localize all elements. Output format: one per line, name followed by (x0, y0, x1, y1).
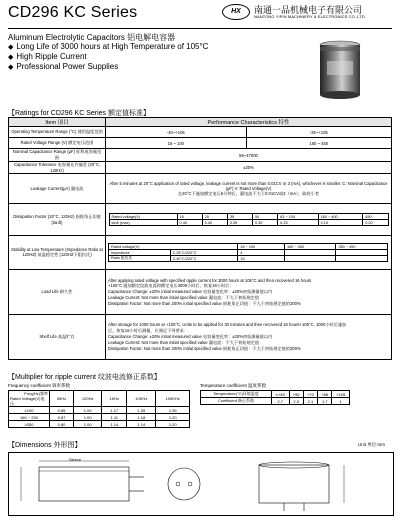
freq-cell: 1.35 (127, 407, 156, 414)
low-temp-cell: Ratio 阻抗比 (109, 256, 171, 262)
freq-cell: 0.80 (50, 421, 74, 428)
temp-cell: 2.7 (272, 398, 290, 405)
freq-cell: 1.20 (156, 421, 190, 428)
freq-cell: 1.14 (127, 421, 156, 428)
temp-head: ≤+45 (272, 391, 290, 398)
freq-cell: 1.14 (102, 421, 127, 428)
feature-item (8, 62, 118, 71)
feature-item (8, 42, 208, 51)
leakage-cell (106, 174, 392, 204)
table-row (9, 421, 190, 428)
row-label: Dissipation Factor (20°C, 120Hz) 损耗角正切值(tanδ) (9, 204, 106, 236)
diamond-bullet-icon: ◆ (8, 64, 14, 71)
freq-head: 100KHz (156, 391, 190, 407)
low-temp-cell (106, 236, 392, 270)
ratings-header-row (9, 118, 392, 127)
table-row (9, 414, 190, 421)
dissipation-head: Rated voltage(V) (109, 214, 177, 220)
corner-freq: Freq(Hz)频率 (24, 391, 48, 396)
cell-value: 56~47000 (106, 149, 392, 162)
low-temp-cell: Z-40°C/Z20°C (170, 256, 238, 262)
dimensions-box (8, 452, 394, 516)
dissipation-value: 0.30 (253, 220, 278, 226)
freq-cell: 1.00 (74, 407, 102, 414)
temperature-table-title: Temperature coefficient 温度系数 (200, 383, 266, 388)
temp-cell: 2.5 (289, 398, 303, 405)
dissipation-head: 160 ~ 400 (318, 214, 363, 220)
row-label: Stability at Low Temperature (Impedance Ratio at 120HZ) 低温稳定性 (120HZ下阻抗比) (9, 236, 106, 270)
item-header: Item 项目 (9, 118, 106, 127)
performance-header: Performance Characteristics 特性 (106, 118, 392, 127)
temp-head: Temperature(°C)环境温度 (201, 391, 272, 398)
frequency-table-title: Frequency coefficient 频率系数 (8, 383, 70, 388)
table-row (9, 149, 392, 162)
freq-cell: 1.11 (102, 414, 127, 421)
low-temp-cell: 4 (238, 250, 285, 256)
freq-head: 120Hz (74, 391, 102, 407)
table-row (9, 407, 190, 414)
frequency-corner (9, 391, 50, 407)
leakage-text: After 5 minutes at 20°C application of rated voltage, leakage current is not more than 0.01CV or 3 (mA), whichever is smaller. C: Nominal Capacitance (μF) V: Rated Voltage(V) (109, 180, 388, 191)
cell-value: -40~+105 (106, 127, 247, 138)
temp-cell: Coefficient 修正系数 (201, 398, 272, 405)
ratings-section-title: 【Ratings for CD296 KC Series 额定值标准】 (8, 110, 150, 117)
dissipation-value: 0.40 (202, 220, 227, 226)
table-row (9, 315, 392, 360)
load-life-line: After applying rated voltage with specified ripple current for 3000 hours at 105°C and then recovered 16 hours (108, 277, 312, 283)
dissipation-value: tanδ (max) (109, 220, 177, 226)
dissipation-value: 0.40 (177, 220, 202, 226)
feature-text: High Ripple Current (16, 52, 87, 61)
dissipation-head: 16 (177, 214, 202, 220)
low-temp-cell: 15 (238, 256, 285, 262)
freq-cell: ≥350 (9, 421, 50, 428)
table-row (9, 270, 392, 315)
shelf-life-line: Leakage Current: Not more than initial specified value 漏电流：不大于初始规定值 (108, 340, 260, 345)
dimensions-section-title: 【Dimensions 外形图】 (8, 442, 82, 449)
freq-head: 10KHz (127, 391, 156, 407)
temp-cell: 1.7 (318, 398, 332, 405)
row-label: Operating Temperature Range (°C) 使用温度范围 (9, 127, 106, 138)
freq-cell: 1.35 (156, 407, 190, 414)
temp-head: +70 (303, 391, 317, 398)
temperature-table (200, 390, 350, 405)
table-row (201, 391, 350, 398)
header-divider (8, 28, 392, 29)
row-label: Load Life 耐久性 (9, 270, 106, 315)
feature-text: Long Life of 3000 hours at High Temperature of 105°C (16, 42, 209, 51)
leakage-text-cn: 在20°C下施加额定电压5分钟后，漏电流不大于0.01CV或3（mA），取较小者 (177, 190, 320, 196)
dimensions-unit: Unit 单位:mm (358, 442, 385, 447)
freq-head: 50Hz (50, 391, 74, 407)
low-temp-cell: Impedance (109, 250, 171, 256)
diamond-bullet-icon: ◆ (8, 44, 14, 51)
row-label: Shelf Life 高温贮存 (9, 315, 106, 360)
corner-voltage: Rated Voltage(V)电压 (10, 396, 45, 406)
diamond-bullet-icon: ◆ (8, 54, 14, 61)
shelf-life-line: After storage for 1000 hours at +105°C, Units to be applied for 30 minutes and then recovered 16 hours+105°C, 1000小时后施加 (108, 322, 347, 327)
dissipation-value: 0.15 (318, 220, 363, 226)
row-label: Leakage Current(μA) 漏电流 (9, 174, 106, 204)
temp-cell: 2.1 (303, 398, 317, 405)
dissipation-table (109, 213, 389, 226)
feature-text: Professional Power Supplies (16, 62, 119, 71)
temp-head: +55 (289, 391, 303, 398)
table-row (9, 138, 392, 149)
low-temp-cell (336, 256, 388, 262)
company-logo: HX (222, 4, 250, 20)
table-row (9, 204, 392, 236)
load-life-cell (106, 270, 392, 315)
cell-value: -25~+105 (246, 127, 391, 138)
low-temp-head: 16 ~ 100 (238, 244, 285, 250)
cell-value: ±20% (106, 162, 392, 174)
dissipation-head: 25 (202, 214, 227, 220)
shelf-life-line: Capacitance Change: ±20% initial measured value 电容量变化率：±20%初始测量值以内 (108, 334, 273, 339)
freq-cell: 0.85 (50, 407, 74, 414)
freq-cell: 1.20 (156, 414, 190, 421)
dissipation-cell (106, 204, 392, 236)
low-temp-head: 350 ~ 450 (336, 244, 388, 250)
freq-head: 1KHz (102, 391, 127, 407)
sleeve-label: Sleeve (69, 457, 82, 462)
series-title: CD296 KC Series (8, 4, 138, 21)
freq-cell: 1.18 (127, 414, 156, 421)
freq-cell: ≤100 (9, 407, 50, 414)
shelf-life-line: Dissipation Factor: Not more than 200% initial specified value 损耗角正切值：不大于初始规定值的200% (108, 346, 301, 351)
dissipation-head: 50 (253, 214, 278, 220)
feature-item (8, 52, 87, 61)
low-temp-table (108, 243, 388, 262)
cell-value: 16 ~ 100 (106, 138, 247, 149)
load-life-line: Capacitance Change: ±20% initial measured value 电容量变化率：±20%初始测量值以内 (108, 288, 273, 294)
shelf-life-cell (106, 315, 392, 360)
table-row (9, 391, 190, 407)
table-row (109, 256, 388, 262)
table-row (9, 174, 392, 204)
ratings-table (8, 117, 392, 360)
dimension-drawing (9, 453, 393, 515)
shelf-life-line: 后，恢复16小时后测量，应满足下列要求： (108, 328, 189, 333)
freq-cell: 160 ~ 250 (9, 414, 50, 421)
row-label: Rated Voltage Range (V) 额定电压范围 (9, 138, 106, 149)
table-row (109, 220, 388, 226)
dissipation-value: 0.20 (363, 220, 388, 226)
dissipation-head: 35 (227, 214, 252, 220)
dissipation-head: 450 (363, 214, 388, 220)
temp-head: +85 (318, 391, 332, 398)
row-label: Capacitance Tolerance 电容量允许偏差 (20°C, 120Hz) (9, 162, 106, 174)
row-label: Nominal Capacitance Range (μF) 标称电容量范围 (9, 149, 106, 162)
table-row (9, 162, 392, 174)
frequency-table (8, 390, 190, 428)
table-row (9, 236, 392, 270)
company-name-en: NANTONG YIPIN MACHINERY & ELECTRONICS CO.,LTD. (254, 14, 367, 19)
capacitor-photo (315, 39, 365, 101)
multiplier-section-title: 【Multiplier for ripple current 纹波电流修正系数】 (8, 374, 161, 381)
dissipation-head: 63 ~ 100 (278, 214, 318, 220)
dissipation-value: 0.25 (278, 220, 318, 226)
freq-cell: 1.00 (74, 421, 102, 428)
table-row (201, 398, 350, 405)
cell-value: 160 ~ 450 (246, 138, 391, 149)
temp-head: +105 (332, 391, 350, 398)
low-temp-head: 160 ~ 350 (284, 244, 336, 250)
company-name-cn: 南通一品机械电子有限公司 (254, 5, 363, 15)
load-life-line: Leakage Current: Not more than initial specified value 漏电流：不大于初始规定值 (108, 294, 260, 300)
table-row (9, 127, 392, 138)
product-subtitle: Aluminum Electrolytic Capacitors 铝电解电容器 (8, 33, 176, 42)
freq-cell: 1.00 (74, 414, 102, 421)
load-life-line: Dissipation Factor: Not more than 200% initial specified value 损耗角正切值：不大于初始规定值的200% (108, 300, 301, 306)
freq-cell: 1.17 (102, 407, 127, 414)
low-temp-head: Rated voltage(V) (109, 244, 238, 250)
low-temp-cell: Z-25°C/Z20°C (170, 250, 238, 256)
low-temp-cell: - (284, 256, 336, 262)
dissipation-value: 0.35 (227, 220, 252, 226)
load-life-line: +105°C 施加额定纹波电流和额定电压3000小时后，恢复16小时后： (108, 282, 234, 288)
temp-cell: 1 (332, 398, 350, 405)
freq-cell: 0.87 (50, 414, 74, 421)
